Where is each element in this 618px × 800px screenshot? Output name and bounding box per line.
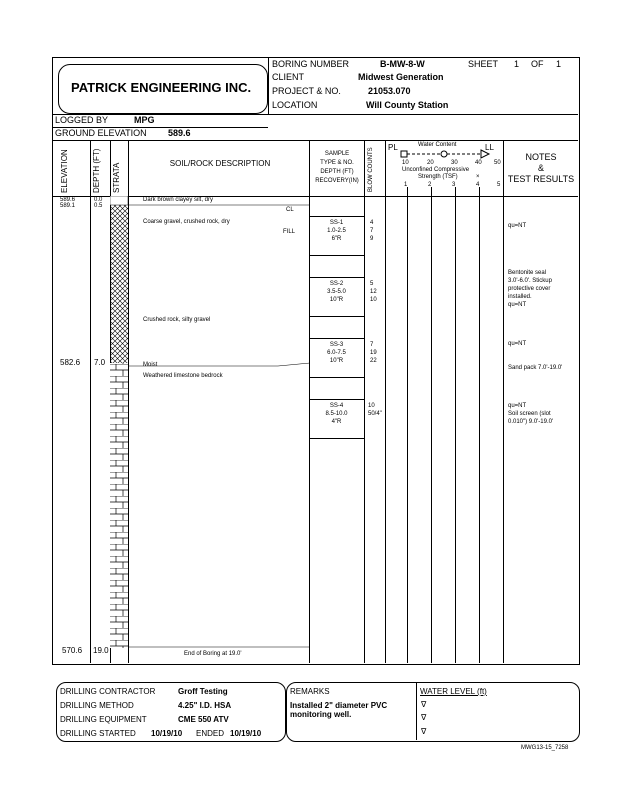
st-tick-2: 2 xyxy=(428,182,432,188)
col-line-elev xyxy=(90,140,91,663)
note-soil-screen-c: 0.010") 9.0'-19.0' xyxy=(508,419,554,425)
pl-square-icon xyxy=(401,151,407,157)
logged-by-label: LOGGED BY xyxy=(55,115,109,125)
desc-coarse-gravel: Coarse gravel, crushed rock, dry xyxy=(143,219,230,225)
water-content-label: Water Content xyxy=(418,142,457,148)
sample2-top xyxy=(309,277,364,278)
sample-ss2 xyxy=(309,280,364,304)
wc-tick-50: 50 xyxy=(494,160,501,166)
mid-elev: 582.6 xyxy=(60,358,81,367)
col-line-chart-right xyxy=(503,140,504,663)
water-level-3-icon: ∇ xyxy=(421,727,427,736)
sample-ss1 xyxy=(309,219,364,243)
sample3-bottom xyxy=(309,377,364,378)
top-depth-b: 0.5 xyxy=(94,203,103,209)
note-bentonite-c: protective cover xyxy=(508,286,551,292)
elevation-header: ELEVATION xyxy=(60,149,69,193)
strata-clay-silt xyxy=(110,196,128,205)
wc-tick-40: 40 xyxy=(475,160,482,166)
remarks-divider xyxy=(416,682,417,740)
strata-header: STRATA xyxy=(112,162,121,193)
desc-cl-tag: CL xyxy=(286,207,294,213)
water-level-2-icon: ∇ xyxy=(421,713,427,722)
blows-ss4-b: 50/4" xyxy=(368,411,382,417)
ground-elevation: 589.6 xyxy=(168,128,191,138)
contractor: Groff Testing xyxy=(178,687,228,696)
note-bentonite xyxy=(508,269,576,309)
ll-triangle-icon xyxy=(481,150,489,158)
chart-grid-4 xyxy=(479,187,480,663)
pl-label: PL xyxy=(388,143,398,152)
blows-ss1-c: 9 xyxy=(370,236,374,242)
col-line-blows xyxy=(385,140,386,663)
sample-ss1-rec: 6"R xyxy=(331,236,342,242)
note-qu-1: qu=NT xyxy=(508,223,527,229)
note-bentonite-a: Bentonite seal xyxy=(508,270,547,276)
strata-fill xyxy=(110,205,128,363)
notes-header-line-1: NOTES xyxy=(525,152,557,162)
wc-tick-30: 30 xyxy=(451,160,458,166)
sheet-total: 1 xyxy=(556,59,562,69)
blows-ss4-a: 10 xyxy=(368,403,375,409)
bottom-depth: 19.0 xyxy=(93,646,109,655)
ll-label: LL xyxy=(485,143,494,152)
sample-ss4-depth: 8.5-10.0 xyxy=(325,411,348,417)
header-bottom-rule xyxy=(52,114,578,115)
mid-depth: 7.0 xyxy=(94,358,106,367)
ucs-label: Unconfined Compressive xyxy=(402,167,470,173)
desc-moist: Moist xyxy=(143,362,158,368)
sample4-bottom xyxy=(309,438,364,439)
project-no-label: PROJECT & NO. xyxy=(272,86,341,96)
note-bentonite-e: qu=NT xyxy=(508,302,527,308)
blows-ss3-b: 19 xyxy=(370,350,377,356)
sample3-top xyxy=(309,338,364,339)
sample4-top xyxy=(309,399,364,400)
note-soil-screen-b: Soil screen (slot xyxy=(508,411,551,417)
sample-ss2-depth: 3.5-5.0 xyxy=(327,289,346,295)
strata-column xyxy=(110,196,128,663)
strength-x-icon: × xyxy=(476,174,480,180)
top-elev-a: 589.6 xyxy=(60,197,76,203)
boring-number: B-MW-8-W xyxy=(380,59,425,69)
water-level-1-icon: ∇ xyxy=(421,700,427,709)
soil-rock-description-header xyxy=(160,158,280,170)
sample-header-line-1: SAMPLE xyxy=(324,151,350,157)
strength-label: Strength (TSF) xyxy=(418,174,458,180)
ended-label: ENDED xyxy=(196,729,225,738)
notes-header-line-2: & xyxy=(537,163,544,173)
wc-tick-20: 20 xyxy=(427,160,434,166)
water-level-label: WATER LEVEL (ft) xyxy=(420,687,487,696)
sample-ss1-id: SS-1 xyxy=(329,220,344,226)
note-qu-3: qu=NT xyxy=(508,341,527,347)
blows-ss2 xyxy=(370,280,377,304)
started-label: DRILLING STARTED xyxy=(60,729,136,738)
desc-clay-silt: Dark brown clayey silt, dry xyxy=(143,197,214,203)
sample-ss2-rec: 10"R xyxy=(329,297,344,303)
blows-ss1-a: 4 xyxy=(370,220,374,226)
ground-elevation-label: GROUND ELEVATION xyxy=(55,128,147,138)
method: 4.25" I.D. HSA xyxy=(178,701,232,710)
logged-by: MPG xyxy=(134,115,155,125)
client-label: CLIENT xyxy=(272,72,305,82)
project-no: 21053.070 xyxy=(368,86,411,96)
sample-ss2-id: SS-2 xyxy=(329,281,344,287)
sample-ss4-id: SS-4 xyxy=(329,403,344,409)
contractor-label: DRILLING CONTRACTOR xyxy=(60,687,156,696)
location: Will County Station xyxy=(366,100,449,110)
blows-ss2-a: 5 xyxy=(370,281,374,287)
sample-header-line-2: TYPE & NO. xyxy=(320,160,354,166)
sample-ss3-id: SS-3 xyxy=(329,342,344,348)
blows-ss2-c: 10 xyxy=(370,297,377,303)
blows-ss1-b: 7 xyxy=(370,228,374,234)
notes-header xyxy=(504,152,578,185)
method-label: DRILLING METHOD xyxy=(60,701,134,710)
sample-ss4-rec: 4"R xyxy=(331,419,342,425)
sheet-label: SHEET xyxy=(468,59,499,69)
boundary-moist-tail xyxy=(278,363,310,366)
st-tick-3: 3 xyxy=(452,182,456,188)
note-bentonite-b: 3.0'-6.0'. Stickup xyxy=(508,278,552,284)
top-depth-a: 0.0 xyxy=(94,197,103,203)
bottom-elev: 570.6 xyxy=(62,646,83,655)
chart-grid-2 xyxy=(431,187,432,663)
boring-number-label: BORING NUMBER xyxy=(272,59,350,69)
sample2-bottom xyxy=(309,316,364,317)
desc-limestone: Weathered limestone bedrock xyxy=(143,373,223,379)
desc-fill-tag: FILL xyxy=(283,229,296,235)
blows-ss4 xyxy=(368,402,382,418)
column-header-top-rule xyxy=(52,140,578,141)
ended: 10/19/10 xyxy=(230,729,262,738)
layer-lines xyxy=(128,196,310,663)
remarks-label: REMARKS xyxy=(290,687,330,696)
blows-ss3-a: 7 xyxy=(370,342,374,348)
note-soil-screen-a: qu=NT xyxy=(508,403,527,409)
wc-tick-10: 10 xyxy=(402,160,409,166)
sample1-bottom xyxy=(309,255,364,256)
remarks: Installed 2" diameter PVC monitoring well. xyxy=(290,701,388,719)
wc-circle-icon xyxy=(441,151,447,157)
blows-ss1 xyxy=(370,219,373,243)
description-header-text: SOIL/ROCK DESCRIPTION xyxy=(169,159,271,168)
col-line-sample xyxy=(364,140,365,663)
strata-limestone xyxy=(110,363,128,648)
blows-ss2-b: 12 xyxy=(370,289,377,295)
depth-header: DEPTH (FT) xyxy=(92,148,101,193)
sample-header-line-4: RECOVERY(IN) xyxy=(315,178,359,184)
top-elev-b: 589.1 xyxy=(60,203,76,209)
st-tick-5: 5 xyxy=(497,182,501,188)
blows-ss3 xyxy=(370,341,377,365)
location-label: LOCATION xyxy=(272,100,318,110)
desc-crushed-rock: Crushed rock, silty gravel xyxy=(143,317,211,323)
chart-grid-1 xyxy=(407,187,408,663)
of-label: OF xyxy=(531,59,544,69)
note-soil-screen xyxy=(508,402,576,426)
sample-header-line-3: DEPTH (FT) xyxy=(320,169,354,175)
sheet-number: 1 xyxy=(514,59,520,69)
blows-ss3-c: 22 xyxy=(370,358,377,364)
notes-header-line-3: TEST RESULTS xyxy=(507,174,575,184)
client: Midwest Generation xyxy=(358,72,444,82)
st-tick-1: 1 xyxy=(404,182,408,188)
equipment-label: DRILLING EQUIPMENT xyxy=(60,715,147,724)
sample-header xyxy=(309,150,365,186)
equipment: CME 550 ATV xyxy=(178,715,229,724)
company-name: PATRICK ENGINEERING INC. xyxy=(71,80,252,95)
sample-ss3 xyxy=(309,341,364,365)
chart-grid-3 xyxy=(455,187,456,663)
sample1-top xyxy=(309,216,364,217)
sample-ss3-rec: 10"R xyxy=(329,358,344,364)
sample-ss3-depth: 6.0-7.5 xyxy=(327,350,346,356)
desc-end-of-boring: End of Boring at 19.0' xyxy=(184,651,242,657)
sample-ss1-depth: 1.0-2.5 xyxy=(327,228,346,234)
started: 10/19/10 xyxy=(151,729,183,738)
note-sand-pack: Sand pack 7.0'-19.0' xyxy=(508,365,563,371)
header-divider xyxy=(268,57,269,114)
blow-counts-header: BLOW COUNTS xyxy=(368,147,374,192)
document-id: MWG13-15_7258 xyxy=(521,745,569,751)
note-bentonite-d: installed. xyxy=(508,294,532,300)
st-tick-4: 4 xyxy=(476,182,480,188)
sample-ss4 xyxy=(309,402,364,426)
